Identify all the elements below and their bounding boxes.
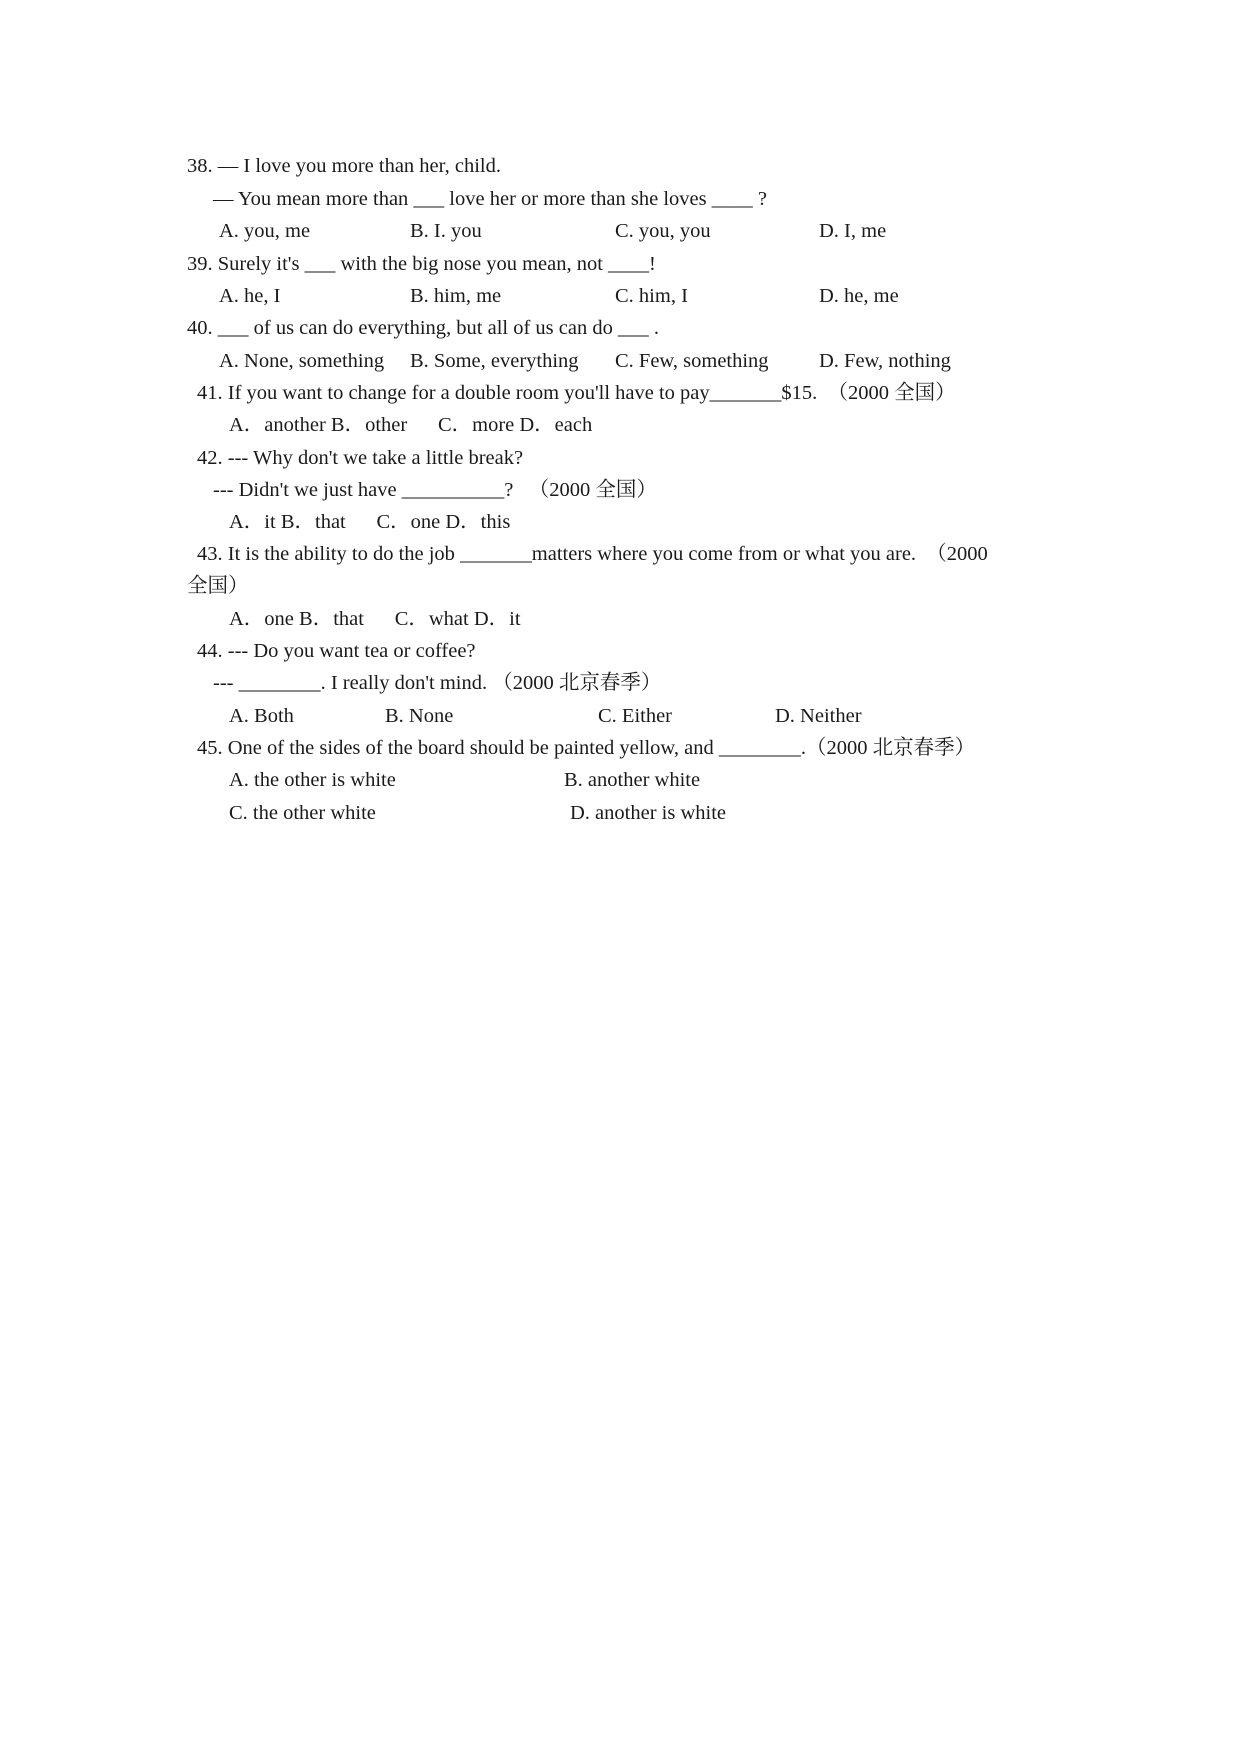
question-45-option-a: A. the other is white xyxy=(229,769,396,791)
question-41-stem: 41. If you want to change for a double room you'll have to pay_______$15. （2000 全国） xyxy=(197,382,956,404)
question-43-stem: 43. It is the ability to do the job _______matters where you come from or what you are. （2000 xyxy=(197,543,988,565)
question-39-option-c: C. him, I xyxy=(615,285,688,307)
question-44-reply: --- ________. I really don't mind. （2000 北京春季） xyxy=(213,672,662,694)
question-39-option-a: A. he, I xyxy=(219,285,281,307)
question-41-options: A．another B．other C．more D．each xyxy=(229,414,593,436)
question-43-options: A．one B．that C．what D．it xyxy=(229,608,521,630)
question-38-option-b: B. I. you xyxy=(410,220,482,242)
question-39-option-b: B. him, me xyxy=(410,285,502,307)
question-39-stem: 39. Surely it's ___ with the big nose you mean, not ____! xyxy=(187,253,656,275)
question-38-option-c: C. you, you xyxy=(615,220,711,242)
question-43-stem-continued: 全国） xyxy=(187,575,249,597)
question-44-stem: 44. --- Do you want tea or coffee? xyxy=(197,640,476,662)
question-42-stem: 42. --- Why don't we take a little break? xyxy=(197,447,524,469)
question-40-option-d: D. Few, nothing xyxy=(819,350,951,372)
question-40-option-c: C. Few, something xyxy=(615,350,769,372)
question-38-option-a: A. you, me xyxy=(219,220,311,242)
question-45-option-b: B. another white xyxy=(564,769,701,791)
question-38-reply: — You mean more than ___ love her or more than she loves ____ ? xyxy=(213,188,767,210)
question-44-option-b: B. None xyxy=(385,705,454,727)
question-45-stem: 45. One of the sides of the board should be painted yellow, and ________.（2000 北京春季） xyxy=(197,737,976,759)
question-40-stem: 40. ___ of us can do everything, but all of us can do ___ . xyxy=(187,317,659,339)
question-45-option-c: C. the other white xyxy=(229,802,376,824)
question-44-option-d: D. Neither xyxy=(775,705,862,727)
question-42-options: A．it B．that C．one D．this xyxy=(229,511,511,533)
question-38-option-d: D. I, me xyxy=(819,220,887,242)
question-40-option-b: B. Some, everything xyxy=(410,350,579,372)
question-44-option-a: A. Both xyxy=(229,705,294,727)
question-39-option-d: D. he, me xyxy=(819,285,899,307)
question-40-option-a: A. None, something xyxy=(219,350,385,372)
question-45-option-d: D. another is white xyxy=(570,802,726,824)
question-38-stem: 38. — I love you more than her, child. xyxy=(187,155,502,177)
question-42-reply: --- Didn't we just have __________? （2000 全国） xyxy=(213,479,657,501)
question-44-option-c: C. Either xyxy=(598,705,673,727)
